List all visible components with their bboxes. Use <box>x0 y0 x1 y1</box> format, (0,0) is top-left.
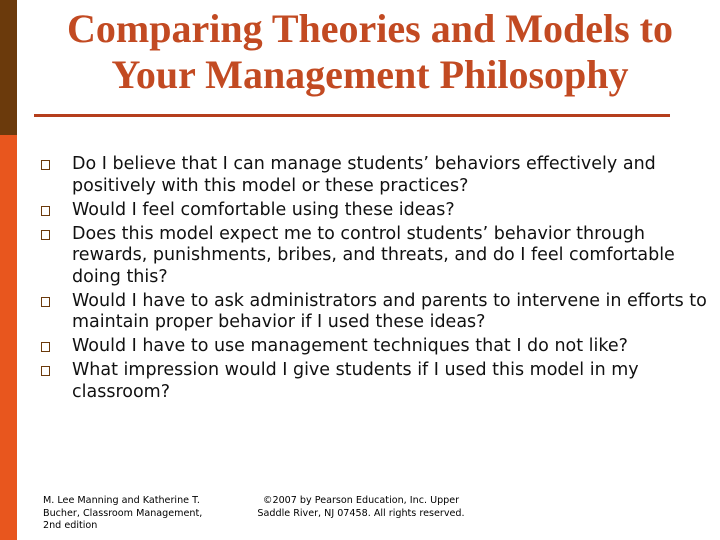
bullet-item <box>40 224 710 289</box>
left-accent-bar-top <box>0 0 17 135</box>
bullet-text: Would I feel comfortable using these ideas? <box>72 199 455 220</box>
bullet-list <box>40 154 710 406</box>
bullet-item <box>40 360 710 403</box>
bullet-item <box>40 200 710 222</box>
square-bullet-icon <box>41 366 50 376</box>
square-bullet-icon <box>41 160 50 170</box>
square-bullet-icon <box>41 206 50 216</box>
square-bullet-icon <box>41 342 50 352</box>
footer-copyright: ©2007 by Pearson Education, Inc. Upper Saddle River, NJ 07458. All rights reserved. <box>257 495 465 519</box>
bullet-item <box>40 336 710 358</box>
bullet-text: What impression would I give students if I used this model in my classroom? <box>72 360 639 402</box>
slide-title: Comparing Theories and Models to Your Management Philosophy <box>67 6 673 97</box>
footer-citation: M. Lee Manning and Katherine T. Bucher, Classroom Management, 2nd edition <box>43 495 203 531</box>
bullet-item <box>40 154 710 197</box>
bullet-item <box>40 291 710 334</box>
square-bullet-icon <box>41 230 50 240</box>
bullet-text: Does this model expect me to control students’ behavior through rewards, punishments, bribes, and threats, and do I feel comfortable doing this? <box>72 223 675 287</box>
square-bullet-icon <box>41 297 50 307</box>
bullet-text: Would I have to ask administrators and parents to intervene in efforts to maintain proper behavior if I used these ideas? <box>72 290 707 332</box>
left-accent-bar-bottom <box>0 135 17 540</box>
bullet-text: Do I believe that I can manage students’ behaviors effectively and positively with this model or these practices? <box>72 154 656 196</box>
bullet-text: Would I have to use management techniques that I do not like? <box>72 336 628 356</box>
title-underline <box>34 114 670 117</box>
